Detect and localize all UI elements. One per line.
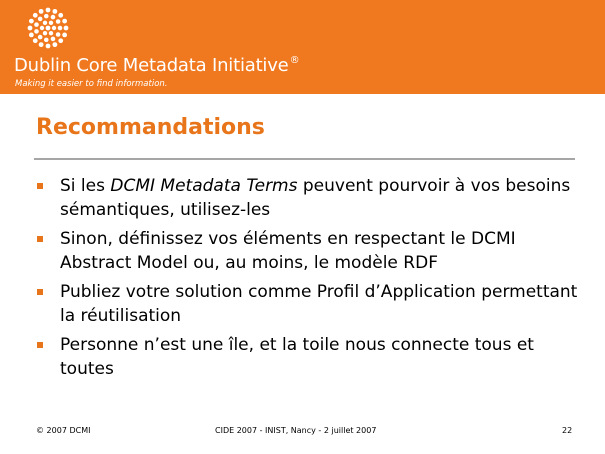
bullet-text: Sinon, définissez vos éléments en respectant le DCMI Abstract Model ou, au moins, le modèle RDF — [60, 229, 516, 273]
logo-dot — [38, 35, 43, 40]
logo-dot — [51, 15, 56, 20]
logo-dot — [46, 8, 51, 13]
footer-copyright: © 2007 DCMI — [36, 426, 91, 435]
title-divider — [34, 158, 575, 160]
footer-event: CIDE 2007 - INIST, Nancy - 2 juillet 2007 — [215, 426, 377, 435]
header-banner — [0, 0, 605, 94]
logo-dot — [49, 21, 53, 25]
logo-dot — [38, 17, 43, 22]
logo-dot — [62, 32, 67, 37]
bullet-item-abstract-model — [37, 227, 582, 275]
footer-page-number: 22 — [562, 426, 573, 435]
bullet-item-dcmi-terms — [37, 174, 582, 222]
slide-title: Recommandations — [36, 115, 265, 140]
logo-dot — [44, 38, 49, 43]
logo-dot — [39, 42, 44, 47]
bullet-text: Publiez votre solution comme Profil d’Application permettant la réutilisation — [60, 282, 578, 326]
bullet-text: Personne n’est une île, et la toile nous connecte tous et toutes — [60, 335, 534, 379]
logo-dot — [40, 26, 44, 30]
logo-dot — [28, 26, 33, 31]
logo-dot — [29, 32, 34, 37]
logo-dot — [52, 9, 57, 14]
logo-dot — [34, 29, 39, 34]
logo-dot — [29, 19, 34, 24]
bullet-list — [37, 174, 582, 386]
bullet-text-prefix: Si les — [60, 176, 111, 196]
bullet-item-connected-web — [37, 333, 582, 381]
bullet-emphasis: DCMI Metadata Terms — [110, 176, 298, 196]
logo-dot — [43, 31, 47, 35]
logo-dot — [33, 38, 38, 43]
logo-dot — [58, 26, 63, 31]
bullet-square-icon — [37, 236, 43, 242]
logo-dot — [49, 31, 53, 35]
registered-trademark-mark: ® — [289, 55, 300, 66]
logo-dot — [44, 14, 49, 19]
bullet-square-icon — [37, 183, 43, 189]
logo-dot — [56, 32, 61, 37]
dcmi-logo-icon — [26, 6, 70, 50]
bullet-text-suffix: peuvent pourvoir à vos besoins sémantiques, utilisez-les — [60, 176, 571, 220]
logo-dot — [46, 44, 51, 49]
logo-dot — [43, 21, 47, 25]
logo-dot — [33, 13, 38, 18]
logo-dot — [34, 22, 39, 27]
logo-dot — [52, 42, 57, 47]
logo-dot — [62, 19, 67, 24]
logo-dot — [58, 13, 63, 18]
logo-dot — [39, 9, 44, 14]
bullet-square-icon — [37, 342, 43, 348]
tagline: Making it easier to find information. — [15, 79, 168, 89]
organization-name-text: Dublin Core Metadata Initiative — [14, 55, 289, 76]
logo-dot — [52, 26, 56, 30]
logo-dot — [56, 19, 61, 24]
logo-dot — [64, 26, 69, 31]
logo-dot — [58, 38, 63, 43]
bullet-square-icon — [37, 289, 43, 295]
organization-name — [14, 55, 299, 76]
logo-dot — [51, 37, 56, 42]
logo-dot — [46, 26, 51, 31]
bullet-item-application-profile — [37, 280, 582, 328]
